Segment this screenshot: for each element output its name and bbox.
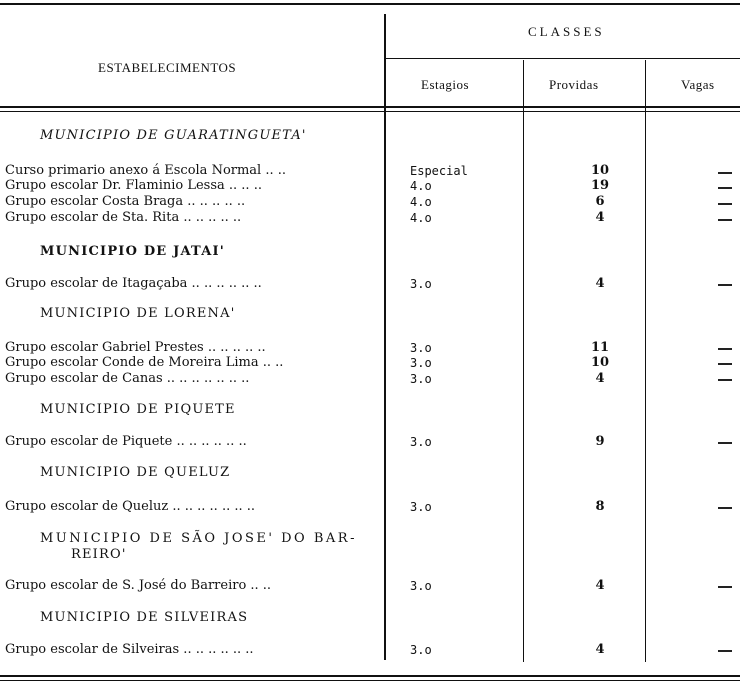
stage-value: 3.o (410, 435, 432, 449)
vacant-dash (718, 379, 732, 381)
header-filled: Providas (549, 77, 599, 92)
municipality-heading: MUNICIPIO DE GUARATINGUETA' (40, 128, 307, 143)
column-divider-establishments (384, 14, 386, 660)
stage-value: 3.o (410, 372, 432, 386)
bottom-double-rule-top (0, 675, 740, 677)
filled-value: 4 (595, 578, 605, 593)
header-rule-classes (385, 58, 740, 59)
column-divider-filled (645, 60, 646, 662)
stage-value: 3.o (410, 500, 432, 514)
establishment-name: Grupo escolar de Sta. Rita .. .. .. .. .. (5, 210, 242, 225)
header-establishments: ESTABELECIMENTOS (98, 60, 237, 75)
vacant-dash (718, 284, 732, 286)
establishment-name: Grupo escolar de Piquete .. .. .. .. .. .. (5, 434, 247, 449)
filled-value: 8 (595, 499, 605, 514)
stage-value: 4.o (410, 211, 432, 225)
municipality-heading: MUNICIPIO DE PIQUETE (40, 402, 236, 417)
stage-value: 3.o (410, 356, 432, 370)
column-divider-stages (523, 60, 524, 662)
establishment-name: Grupo escolar Costa Braga .. .. .. .. .. (5, 194, 246, 209)
header-stages: Estagios (421, 77, 470, 92)
establishment-name: Grupo escolar de Itagaçaba .. .. .. .. .. .. (5, 276, 262, 291)
municipality-heading: MUNICIPIO DE JATAI' (40, 244, 225, 259)
stage-value: 3.o (410, 643, 432, 657)
vacant-dash (718, 187, 732, 189)
establishment-name: Grupo escolar de Queluz .. .. .. .. .. .. .. (5, 499, 256, 514)
vacant-dash (718, 586, 732, 588)
filled-value: 10 (590, 355, 610, 370)
establishment-name: Grupo escolar Gabriel Prestes .. .. .. .. .. (5, 340, 266, 355)
municipality-heading: MUNICIPIO DE QUELUZ (40, 465, 231, 480)
stage-value: Especial (410, 164, 468, 178)
vacant-dash (718, 203, 732, 205)
municipality-heading: MUNICIPIO DE LORENA' (40, 306, 236, 321)
vacant-dash (718, 650, 732, 652)
establishment-name: Curso primario anexo á Escola Normal .. .. (5, 163, 287, 178)
stage-value: 3.o (410, 579, 432, 593)
filled-value: 9 (595, 434, 605, 449)
filled-value: 4 (595, 642, 605, 657)
vacant-dash (718, 507, 732, 509)
establishment-name: Grupo escolar Conde de Moreira Lima .. .. (5, 355, 284, 370)
establishment-name: Grupo escolar Dr. Flaminio Lessa .. .. .. (5, 178, 262, 193)
vacant-dash (718, 219, 732, 221)
vacant-dash (718, 442, 732, 444)
top-rule (0, 3, 740, 5)
header-double-rule-top (0, 106, 740, 108)
municipality-heading-line1: MUNICIPIO DE SÃO JOSE' DO BAR- (40, 531, 357, 546)
filled-value: 10 (590, 163, 610, 178)
filled-value: 4 (595, 276, 605, 291)
filled-value: 11 (590, 340, 610, 355)
header-classes: CLASSES (528, 24, 605, 39)
establishment-name: Grupo escolar de Canas .. .. .. .. .. .. .. (5, 371, 250, 386)
vacant-dash (718, 348, 732, 350)
municipality-heading-line2: REIRO' (71, 547, 127, 562)
stage-value: 3.o (410, 341, 432, 355)
bottom-double-rule-bottom (0, 680, 740, 681)
filled-value: 4 (595, 371, 605, 386)
filled-value: 4 (595, 210, 605, 225)
establishment-name: Grupo escolar de Silveiras .. .. .. .. .. .. (5, 642, 254, 657)
header-vacant: Vagas (681, 77, 715, 92)
stage-value: 4.o (410, 179, 432, 193)
stage-value: 4.o (410, 195, 432, 209)
header-double-rule-bottom (0, 111, 740, 112)
establishment-name: Grupo escolar de S. José do Barreiro .. .. (5, 578, 272, 593)
vacant-dash (718, 363, 732, 365)
municipality-heading: MUNICIPIO DE SILVEIRAS (40, 610, 249, 625)
filled-value: 6 (595, 194, 605, 209)
filled-value: 19 (590, 178, 610, 193)
stage-value: 3.o (410, 277, 432, 291)
vacant-dash (718, 172, 732, 174)
